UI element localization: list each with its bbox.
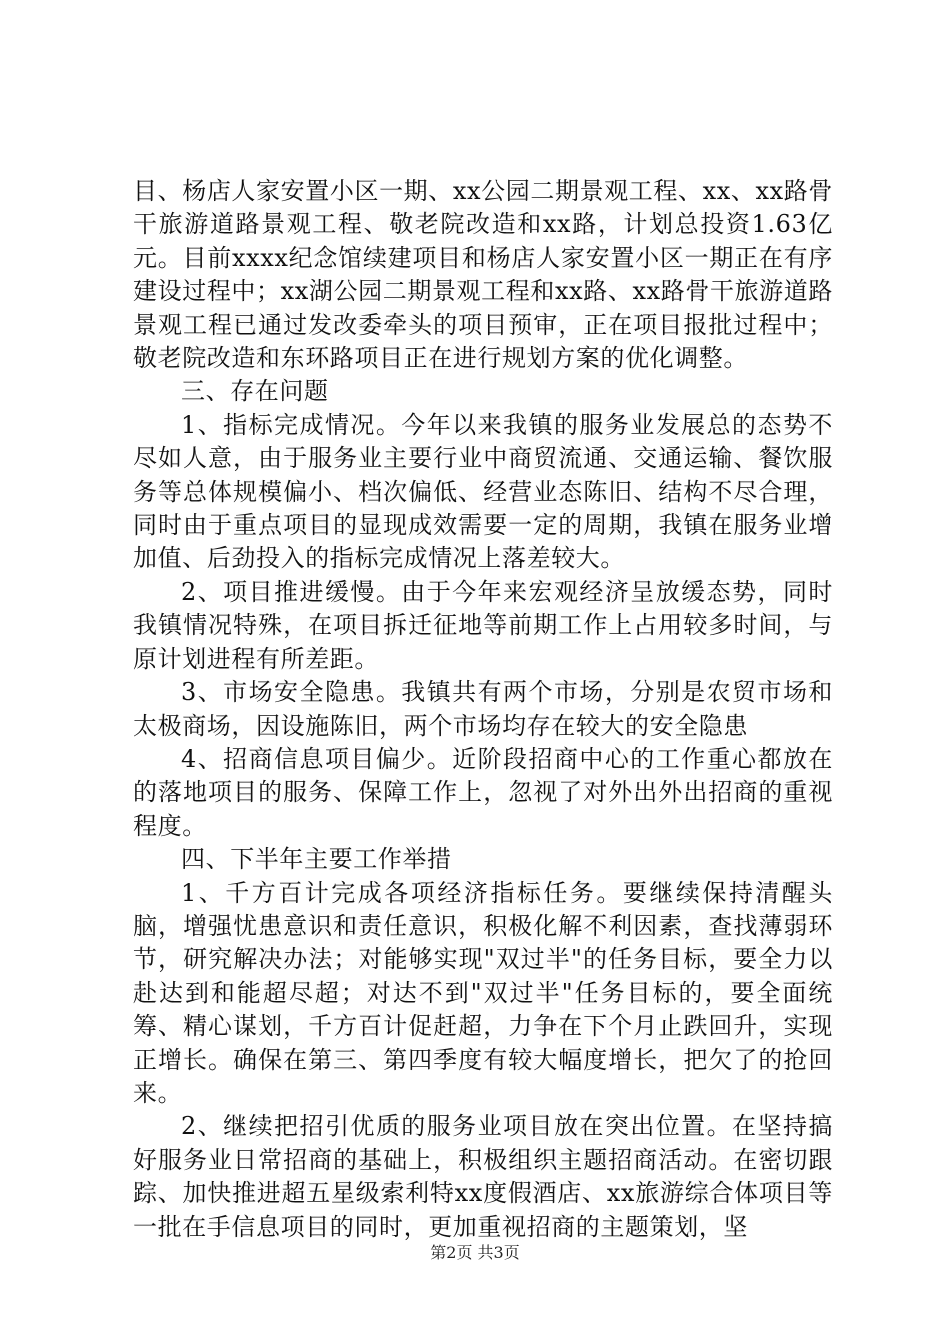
paragraph-project-progress: 2、项目推进缓慢。由于今年来宏观经济呈放缓态势，同时我镇情况特殊，在项目拆迁征地等前期工作上占用较多时间，与原计划进程有所差距。: [133, 577, 833, 673]
page-number-footer: 第2页 共3页: [430, 1243, 520, 1262]
paragraph-investment-info: 4、招商信息项目偏少。近阶段招商中心的工作重心都放在的落地项目的服务、保障工作上，忽视了对外出外出招商的重视程度。: [133, 744, 833, 840]
paragraph-market-safety: 3、市场安全隐患。我镇共有两个市场，分别是农贸市场和太极商场，因设施陈旧，两个市场均存在较大的安全隐患: [133, 678, 833, 740]
document-body: [133, 175, 833, 1244]
paragraph-economic-targets: 1、千方百计完成各项经济指标任务。要继续保持清醒头脑，增强忧患意识和责任意识，积极化解不利因素，查找薄弱环节，研究解决办法；对能够实现"双过半"的任务目标，要全力以赴达到和能超尽超；对达不到"双过半"任务目标的，要全面统筹、精心谋划，千方百计促赶超，力争在下个月止跌回升，实现正增长。确保在第三、第四季度有较大幅度增长，把欠了的抢回来。: [133, 878, 833, 1107]
section-heading-problems: 三、存在问题: [181, 377, 329, 406]
paragraph-service-projects: 2、继续把招引优质的服务业项目放在突出位置。在坚持搞好服务业日常招商的基础上，积极组织主题招商活动。在密切跟踪、加快推进超五星级索利特xx度假酒店、xx旅游综合体项目等一批在手信息项目的同时，更加重视招商的主题策划，坚: [133, 1112, 833, 1241]
section-heading-measures: 四、下半年主要工作举措: [181, 845, 452, 874]
paragraph-continuation: 目、杨店人家安置小区一期、xx公园二期景观工程、xx、xx路骨干旅游道路景观工程、敬老院改造和xx路，计划总投资1.63亿元。目前xxxx纪念馆续建项目和杨店人家安置小区一期正在有序建设过程中；xx湖公园二期景观工程和xx路、xx路骨干旅游道路景观工程已通过发改委牵头的项目预审，正在项目报批过程中；敬老院改造和东环路项目正在进行规划方案的优化调整。: [133, 177, 833, 373]
paragraph-indicators: 1、指标完成情况。今年以来我镇的服务业发展总的态势不尽如人意，由于服务业主要行业中商贸流通、交通运输、餐饮服务等总体规模偏小、档次偏低、经营业态陈旧、结构不尽合理，同时由于重点项目的显现成效需要一定的周期，我镇在服务业增加值、后劲投入的指标完成情况上落差较大。: [133, 410, 833, 573]
